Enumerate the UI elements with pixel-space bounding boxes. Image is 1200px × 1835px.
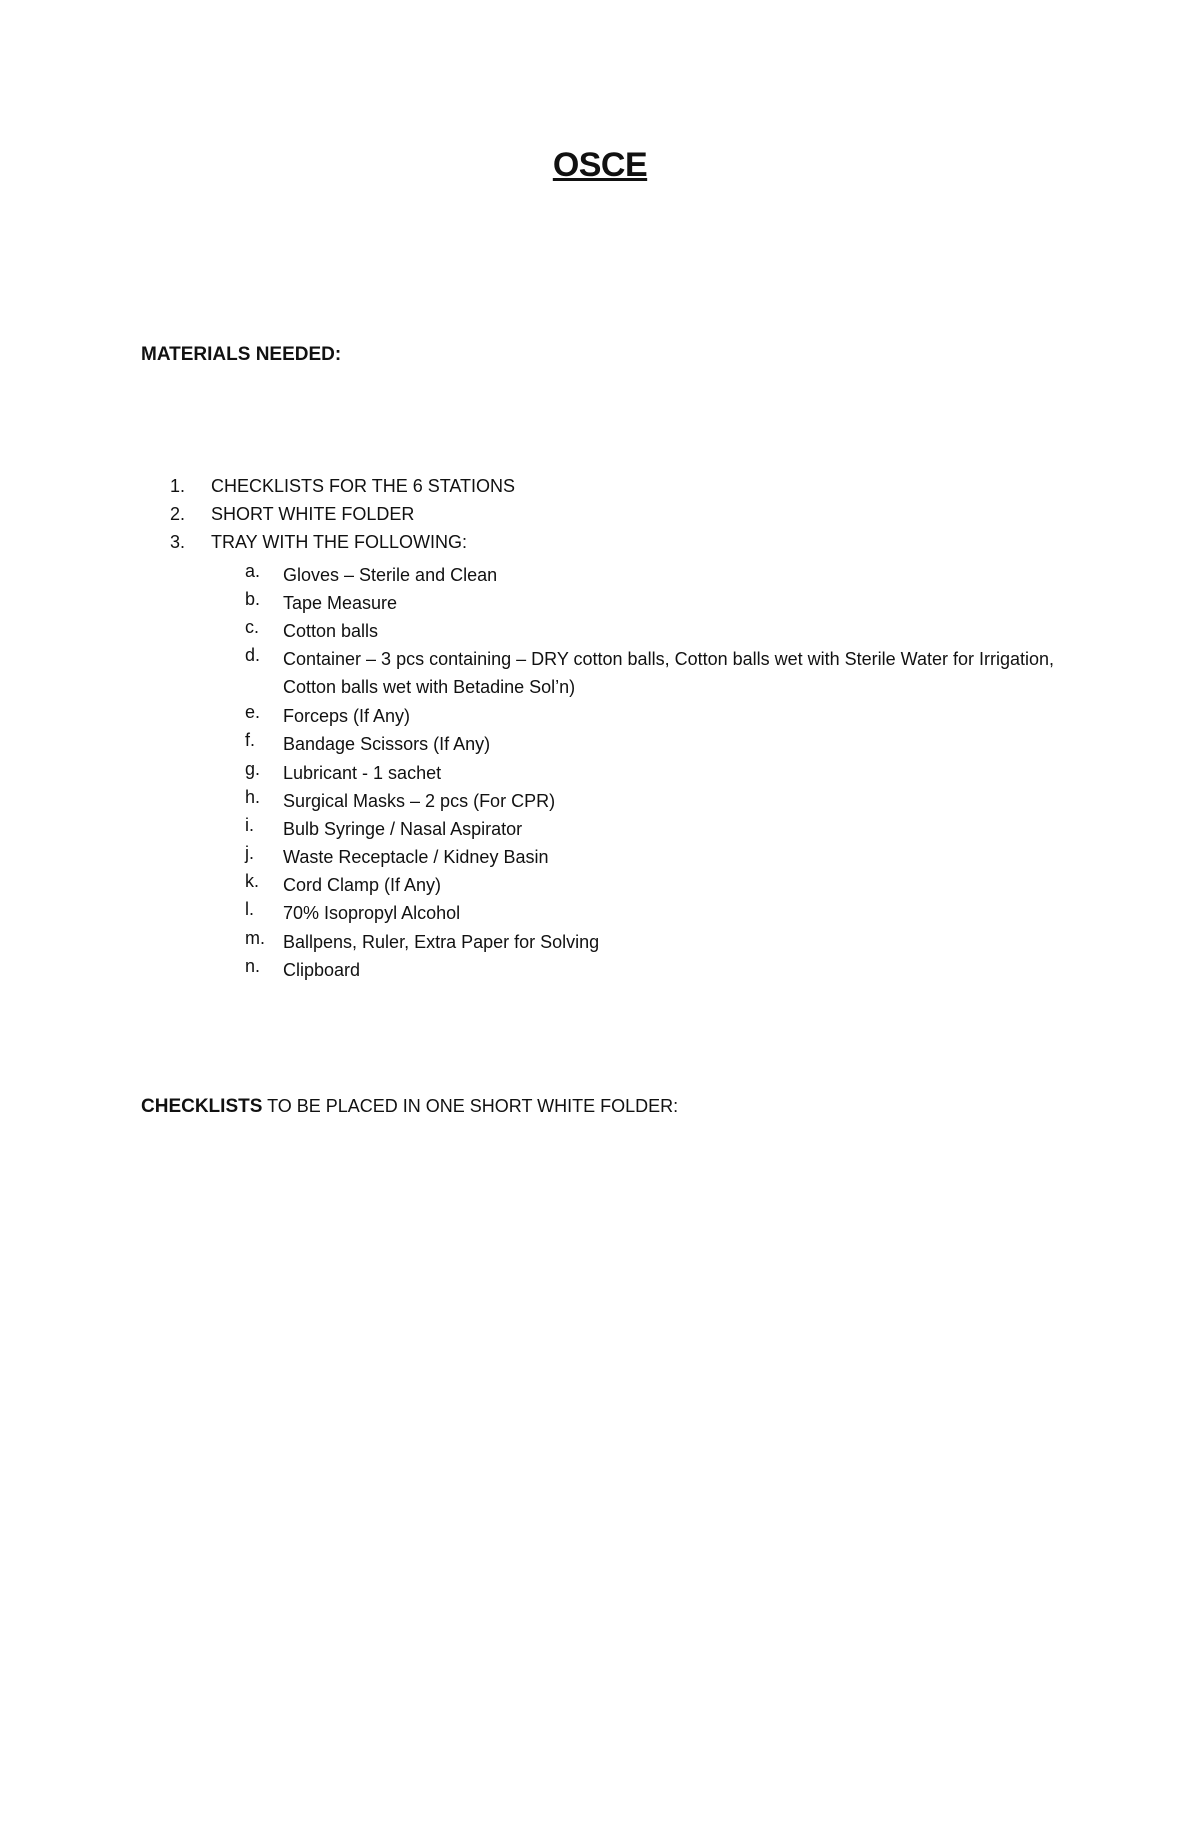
tray-item-letter: a. [245, 561, 261, 581]
tray-item [0, 815, 1200, 843]
tray-item [0, 843, 1200, 871]
tray-item [0, 561, 1200, 589]
tray-item-letter: j. [245, 843, 254, 863]
tray-item-letter: n. [245, 956, 261, 976]
tray-item [0, 899, 1200, 927]
tray-item-text: Tape Measure [283, 593, 398, 613]
tray-item [0, 956, 1200, 984]
tray-item-letter: f. [245, 730, 256, 750]
list-item [0, 476, 1200, 504]
tray-item-text: Clipboard [283, 960, 361, 980]
tray-item-letter: d. [245, 645, 261, 665]
list-item-text: CHECKLISTS FOR THE 6 STATIONS [211, 476, 516, 496]
tray-item-letter: h. [245, 787, 261, 807]
tray-item [0, 730, 1200, 758]
tray-item [0, 645, 1200, 701]
checklists-instruction [141, 1096, 678, 1118]
list-item-text: TRAY WITH THE FOLLOWING: [211, 532, 468, 552]
tray-item-letter: g. [245, 759, 261, 779]
tray-item-text: Bulb Syringe / Nasal Aspirator [283, 819, 523, 839]
tray-item [0, 787, 1200, 815]
list-number: 1. [170, 476, 186, 496]
tray-item [0, 617, 1200, 645]
checklists-bold-label: CHECKLISTS [141, 1096, 263, 1117]
tray-item-letter: m. [245, 928, 265, 948]
list-number: 3. [170, 532, 186, 552]
tray-item-text: Lubricant - 1 sachet [283, 763, 442, 783]
tray-item-letter: e. [245, 702, 261, 722]
list-item [0, 532, 1200, 560]
tray-item-text: Cord Clamp (If Any) [283, 875, 442, 895]
tray-item-text: 70% Isopropyl Alcohol [283, 903, 461, 923]
list-number: 2. [170, 504, 186, 524]
list-item-text: SHORT WHITE FOLDER [211, 504, 415, 524]
tray-item [0, 928, 1200, 956]
tray-item [0, 871, 1200, 899]
tray-item-letter: l. [245, 899, 254, 919]
tray-item-text: Ballpens, Ruler, Extra Paper for Solving [283, 932, 600, 952]
tray-item [0, 702, 1200, 730]
tray-item-text: Cotton balls [283, 621, 379, 641]
tray-item-letter: k. [245, 871, 260, 891]
tray-item-text: Forceps (If Any) [283, 706, 411, 726]
tray-item-text: Bandage Scissors (If Any) [283, 734, 491, 754]
tray-item [0, 759, 1200, 787]
tray-item-letter: b. [245, 589, 261, 609]
document-title: OSCE [552, 146, 648, 184]
tray-item-text: Waste Receptacle / Kidney Basin [283, 847, 549, 867]
tray-item [0, 589, 1200, 617]
materials-heading: MATERIALS NEEDED: [141, 344, 342, 365]
tray-item-text: Container – 3 pcs containing – DRY cotton balls, Cotton balls wet with Sterile Water for Irrigation, Cotton balls wet with Betadine Sol’n) [283, 649, 1055, 697]
tray-item-letter: c. [245, 617, 260, 637]
checklists-instruction-text: TO BE PLACED IN ONE SHORT WHITE FOLDER: [262, 1096, 679, 1116]
list-item [0, 504, 1200, 532]
tray-item-letter: i. [245, 815, 254, 835]
tray-item-text: Gloves – Sterile and Clean [283, 565, 498, 585]
tray-item-text: Surgical Masks – 2 pcs (For CPR) [283, 791, 556, 811]
